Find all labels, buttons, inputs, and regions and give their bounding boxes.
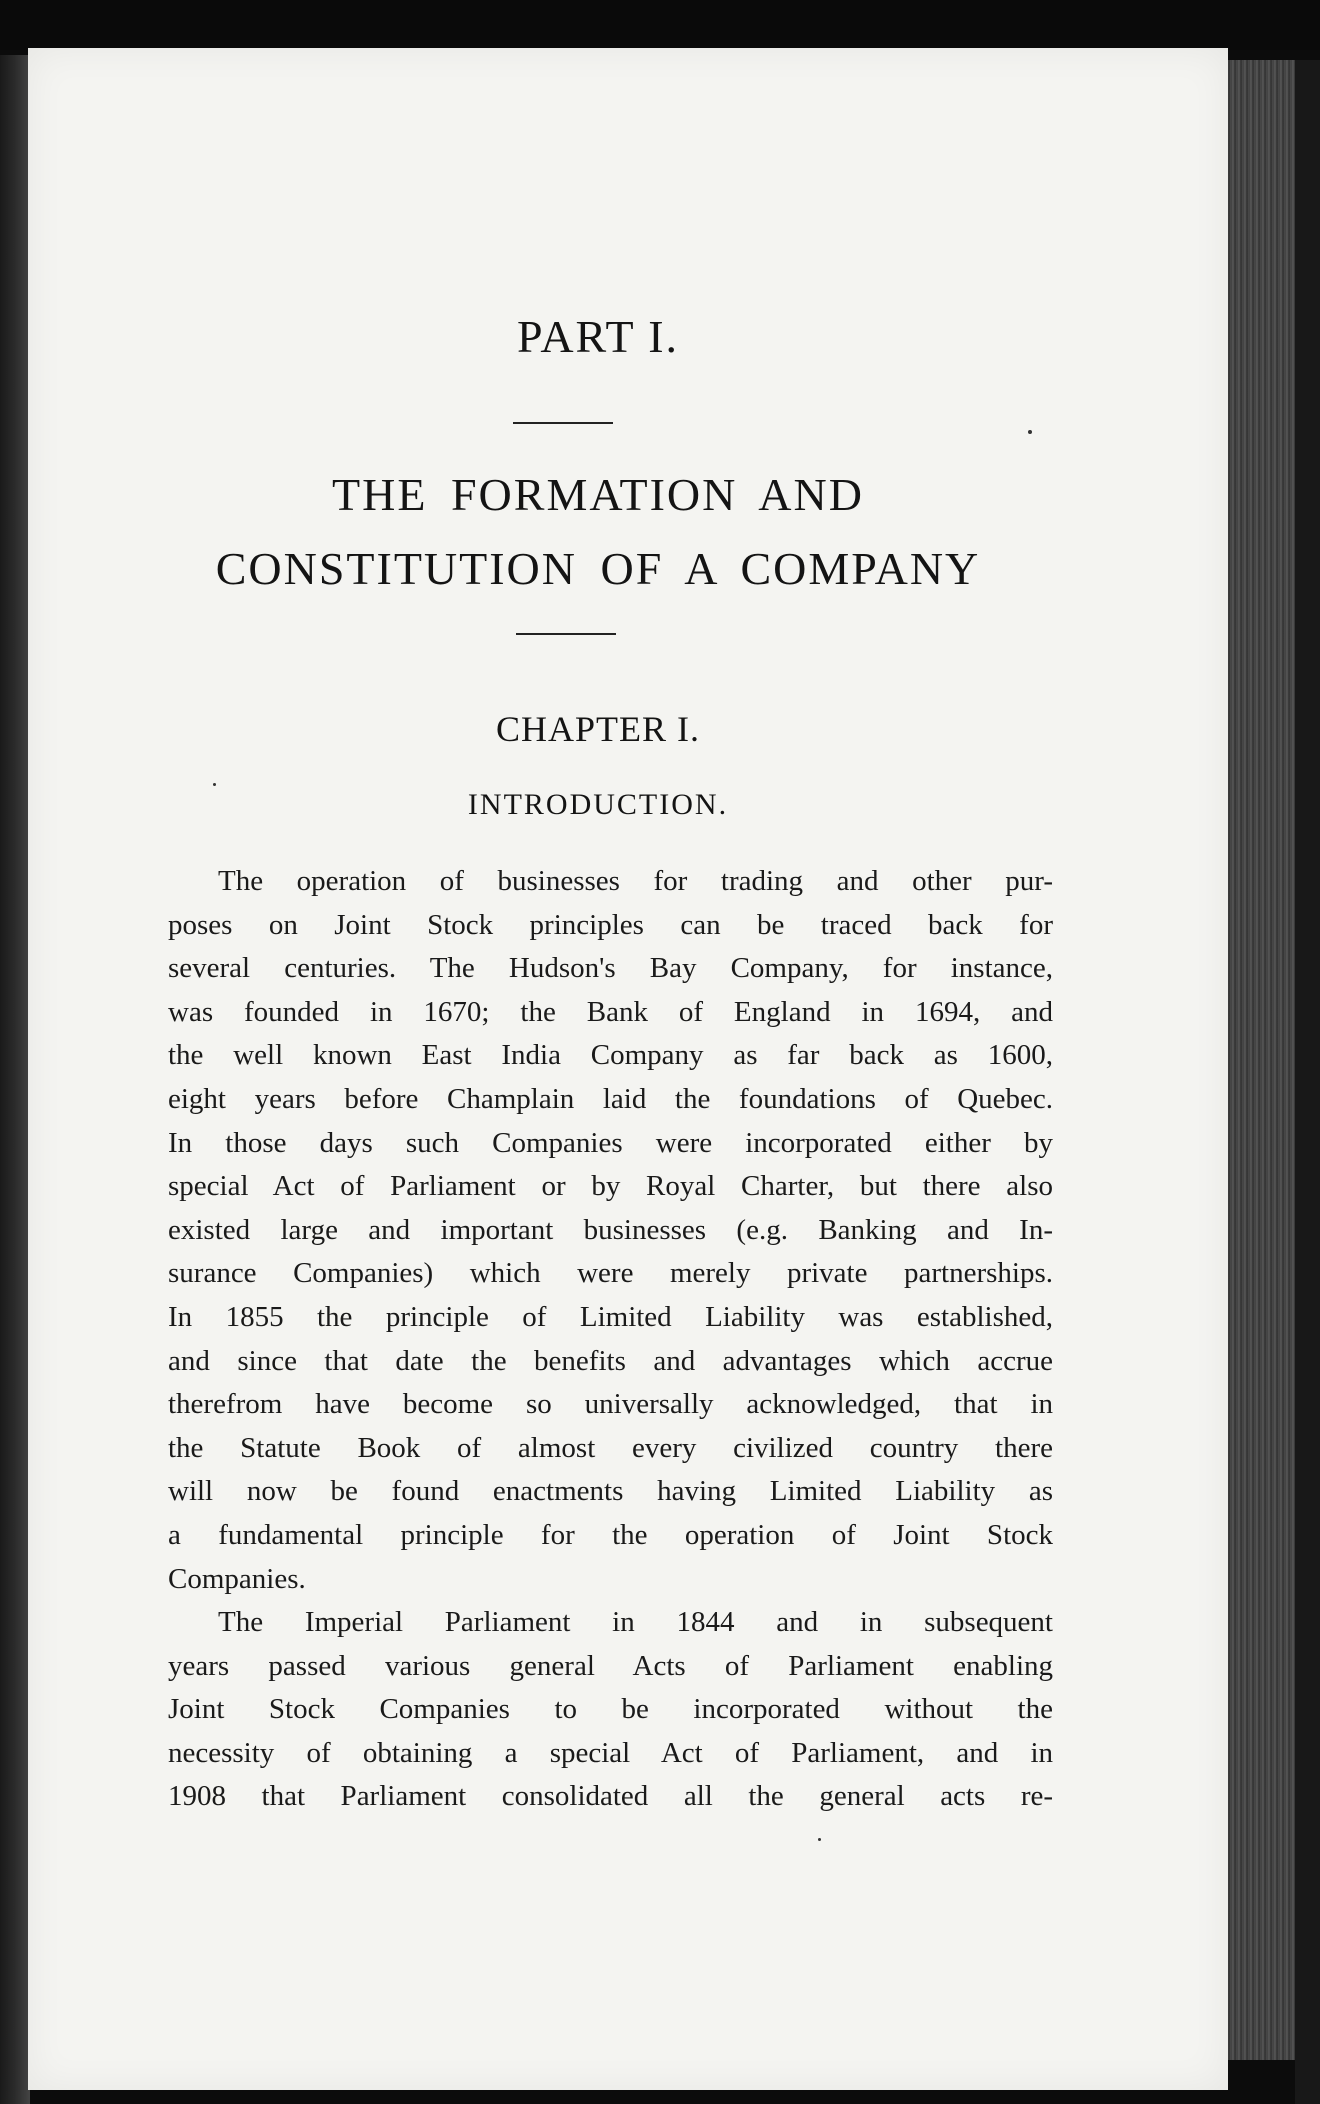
text-line: surance Companies) which were merely private partnerships. <box>168 1257 1053 1290</box>
text-line: eight years before Champlain laid the foundations of Quebec. <box>168 1082 1053 1115</box>
main-title-line-2: CONSTITUTION OF A COMPANY <box>215 543 981 594</box>
heading-rule <box>513 422 613 424</box>
book-page <box>28 48 1228 2090</box>
book-spine <box>0 55 30 2104</box>
text-line: Companies. <box>168 1562 306 1595</box>
heading-rule <box>516 633 616 635</box>
text-line: The Imperial Parliament in 1844 and in subsequent <box>218 1606 1053 1639</box>
main-title-line-1: THE FORMATION AND <box>332 469 864 520</box>
body-text <box>168 860 1053 1819</box>
text-line: Joint Stock Companies to be incorporated without the <box>168 1693 1053 1726</box>
text-line: several centuries. The Hudson's Bay Company, for instance, <box>168 952 1053 985</box>
scan-right-border <box>1295 60 1320 2104</box>
text-line: therefrom have become so universally acknowledged, that in <box>168 1388 1053 1421</box>
text-line: the well known East India Company as far back as 1600, <box>168 1039 1053 1072</box>
paper-speck <box>213 783 216 786</box>
text-line: the Statute Book of almost every civilized country there <box>168 1431 1053 1464</box>
text-line: a fundamental principle for the operation of Joint Stock <box>168 1518 1053 1551</box>
text-line: In 1855 the principle of Limited Liability was established, <box>168 1300 1053 1333</box>
text-line: special Act of Parliament or by Royal Charter, but there also <box>168 1170 1053 1203</box>
section-heading: INTRODUCTION. <box>467 788 729 821</box>
text-line: was founded in 1670; the Bank of England in 1694, and <box>168 995 1053 1028</box>
text-line: necessity of obtaining a special Act of Parliament, and in <box>168 1736 1053 1769</box>
text-line: poses on Joint Stock principles can be traced back for <box>168 908 1053 941</box>
part-heading: PART I. <box>516 311 680 362</box>
text-line: In those days such Companies were incorporated either by <box>168 1126 1053 1159</box>
text-line: existed large and important businesses (e.g. Banking and In- <box>168 1213 1053 1246</box>
scan-top-border <box>0 0 1320 50</box>
chapter-heading: CHAPTER I. <box>495 709 700 749</box>
paper-speck <box>1028 430 1032 434</box>
text-line: will now be found enactments having Limited Liability as <box>168 1475 1053 1508</box>
text-line: 1908 that Parliament consolidated all the general acts re- <box>168 1780 1053 1813</box>
text-line: The operation of businesses for trading and other pur- <box>218 865 1053 897</box>
text-line: years passed various general Acts of Parliament enabling <box>168 1649 1053 1682</box>
paper-speck <box>818 1838 821 1841</box>
text-line: and since that date the benefits and advantages which accrue <box>168 1344 1053 1377</box>
